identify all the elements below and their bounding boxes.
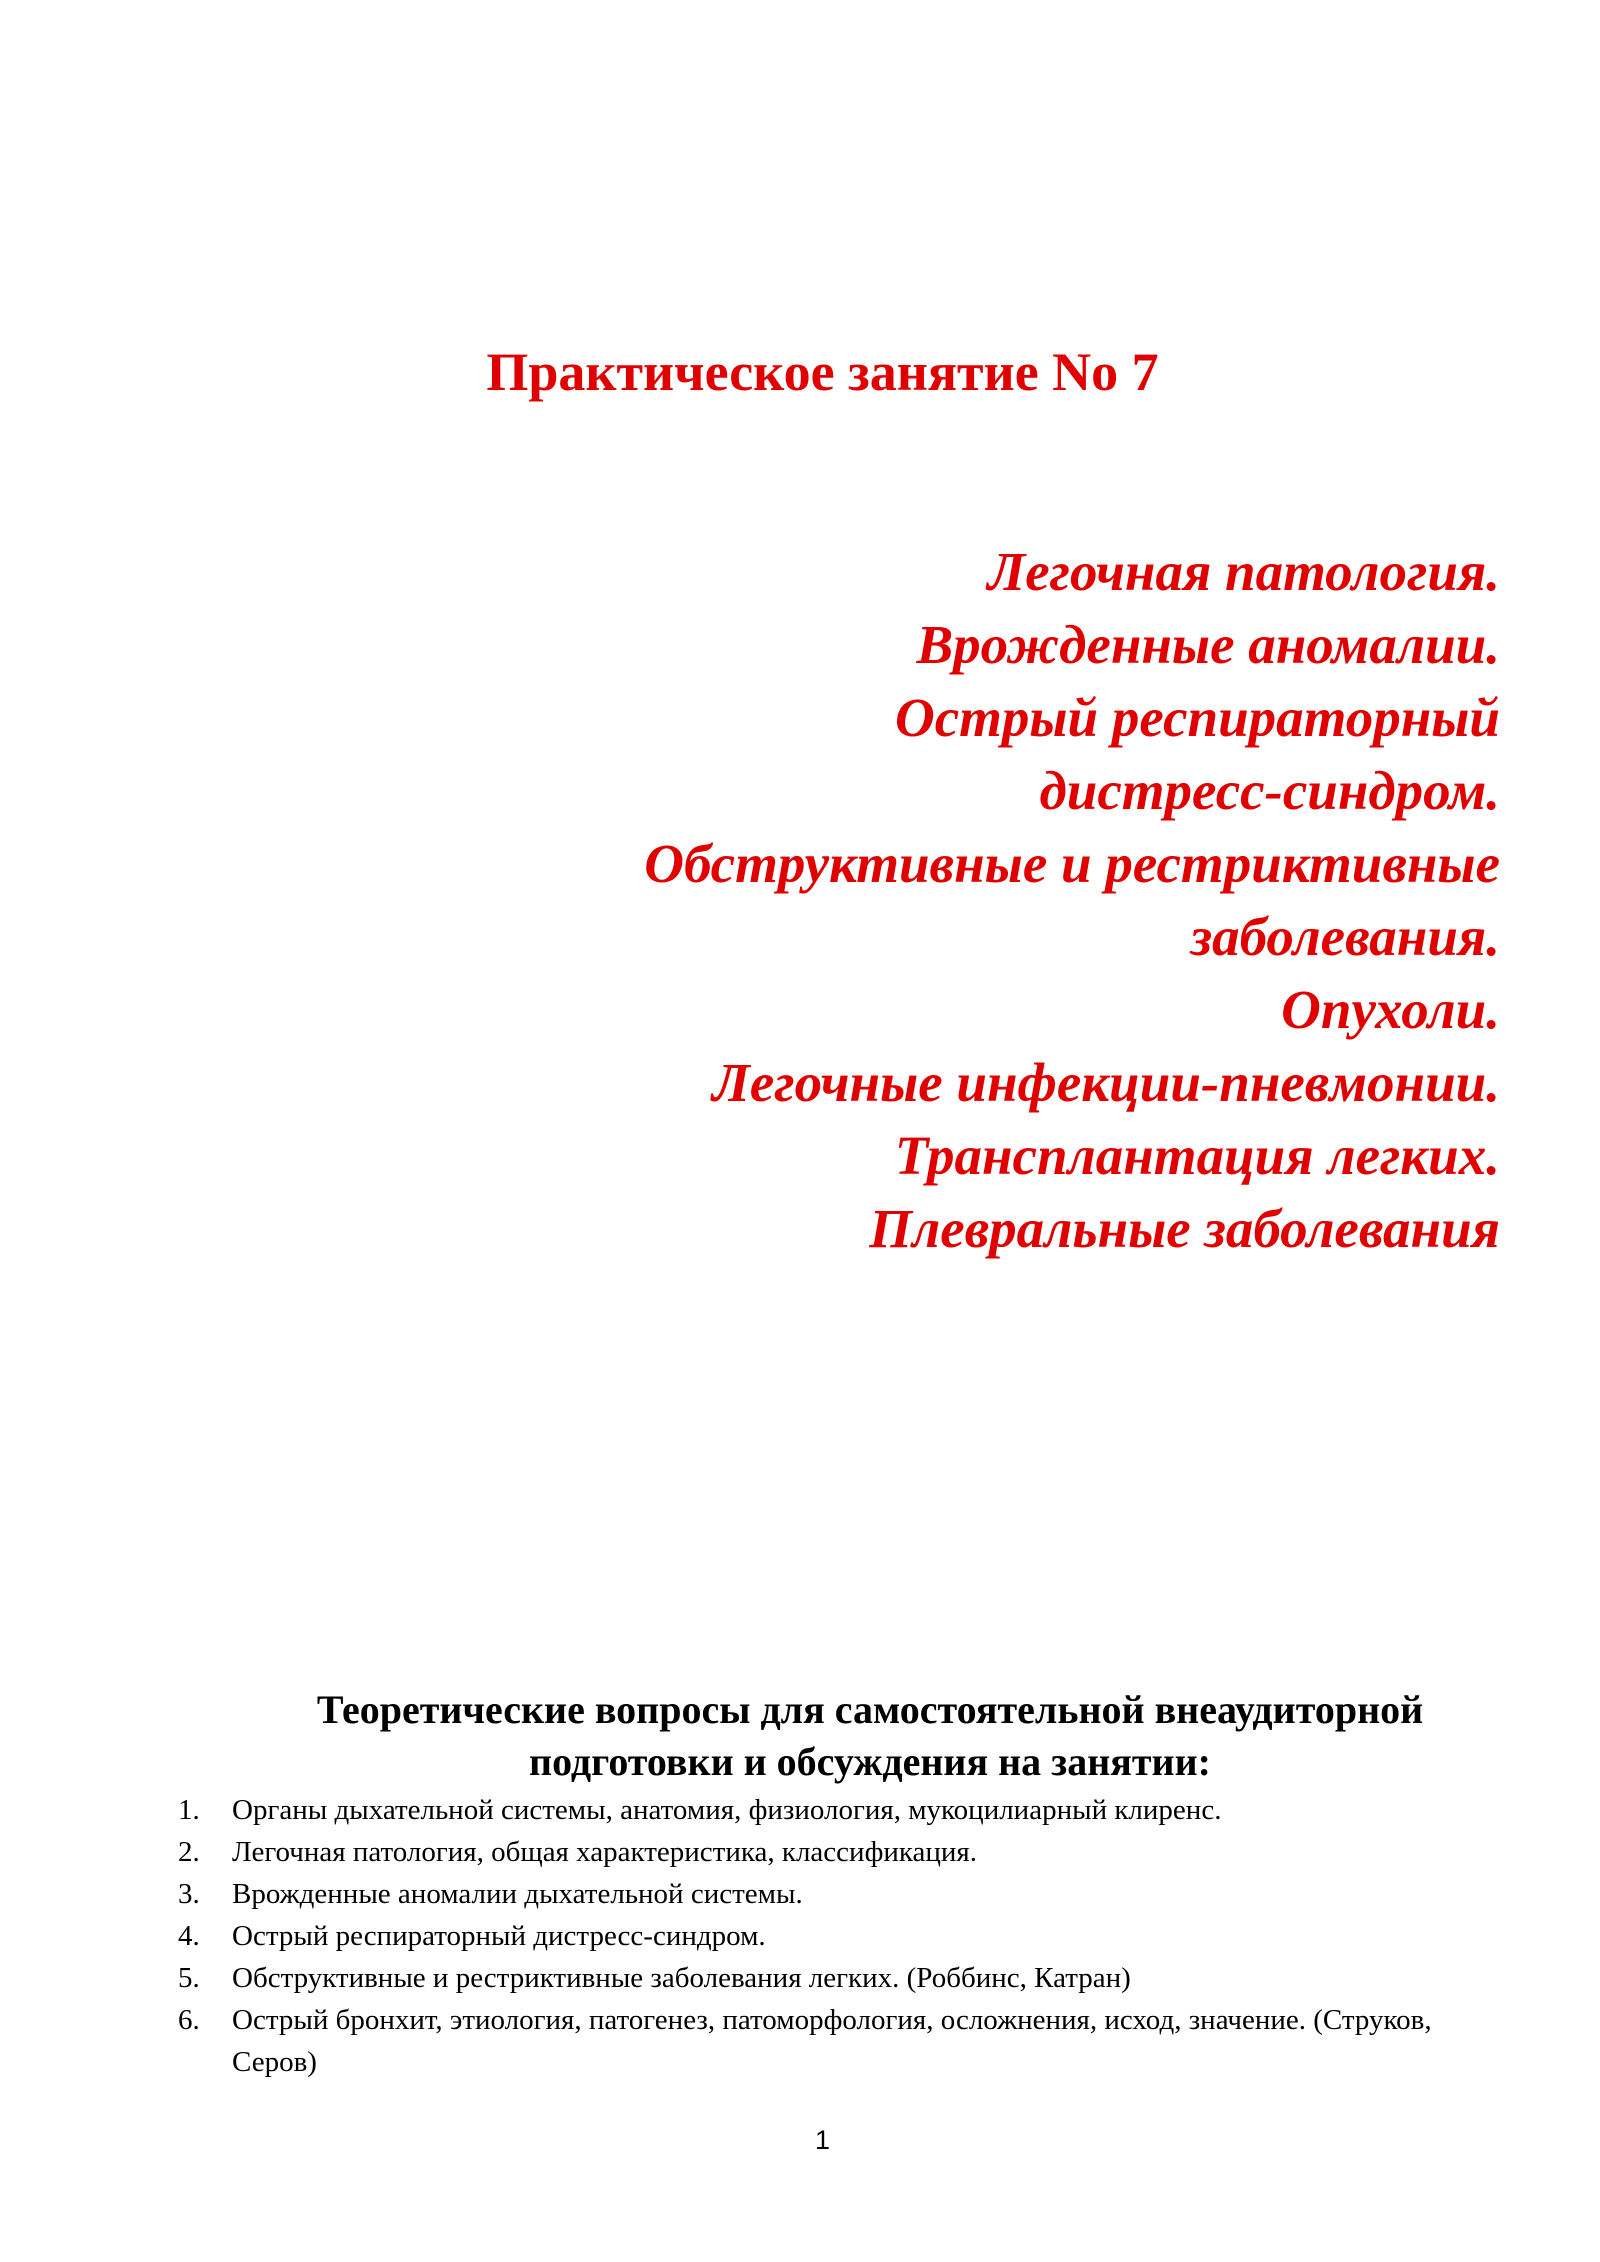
topic-line: Легочные инфекции-пневмонии. <box>712 1052 1500 1113</box>
questions-list <box>178 1789 1478 2083</box>
question-item <box>178 1789 1478 1831</box>
question-number: 6. <box>178 2004 200 2036</box>
topic-line: Плевральные заболевания <box>869 1198 1500 1259</box>
topic-line: Трансплантация легких. <box>894 1125 1500 1186</box>
topic-line: Врожденные аномалии. <box>916 614 1500 675</box>
topic-line: Опухоли. <box>1281 979 1500 1040</box>
page-number: 1 <box>814 2125 831 2155</box>
question-text: Легочная патология, общая характеристика, классификация. <box>232 1836 978 1868</box>
question-item <box>178 1957 1478 1999</box>
page-title: Практическое занятие No 7 <box>486 342 1159 402</box>
topic-list <box>644 535 1500 1265</box>
question-text: Врожденные аномалии дыхательной системы. <box>232 1878 803 1910</box>
topic-line: заболевания. <box>1190 906 1500 967</box>
question-number: 2. <box>178 1836 200 1868</box>
question-text: Острый респираторный дистресс-синдром. <box>232 1920 766 1952</box>
topic-line: Острый респираторный <box>894 687 1500 748</box>
topic-line: Обструктивные и рестриктивные <box>644 833 1500 894</box>
question-number: 1. <box>178 1794 200 1826</box>
question-text: Острый бронхит, этиология, патогенез, патоморфология, осложнения, исход, значение. (Струков, Серов) <box>232 2004 1432 2078</box>
question-item <box>178 1915 1478 1957</box>
questions-heading: Теоретические вопросы для самостоятельной внеаудиторной подготовки и обсуждения на занятии: <box>316 1687 1424 1784</box>
question-item <box>178 1873 1478 1915</box>
question-number: 5. <box>178 1962 200 1994</box>
topic-line: дистресс-синдром. <box>1039 760 1500 821</box>
question-text: Обструктивные и рестриктивные заболевания легких. (Роббинс, Катран) <box>232 1962 1131 1994</box>
question-item <box>178 1831 1478 1873</box>
question-number: 3. <box>178 1878 200 1910</box>
question-number: 4. <box>178 1920 200 1952</box>
question-text: Органы дыхательной системы, анатомия, физиология, мукоцилиарный клиренс. <box>232 1794 1222 1826</box>
topic-line: Легочная патология. <box>987 541 1500 602</box>
question-item <box>178 1999 1478 2083</box>
